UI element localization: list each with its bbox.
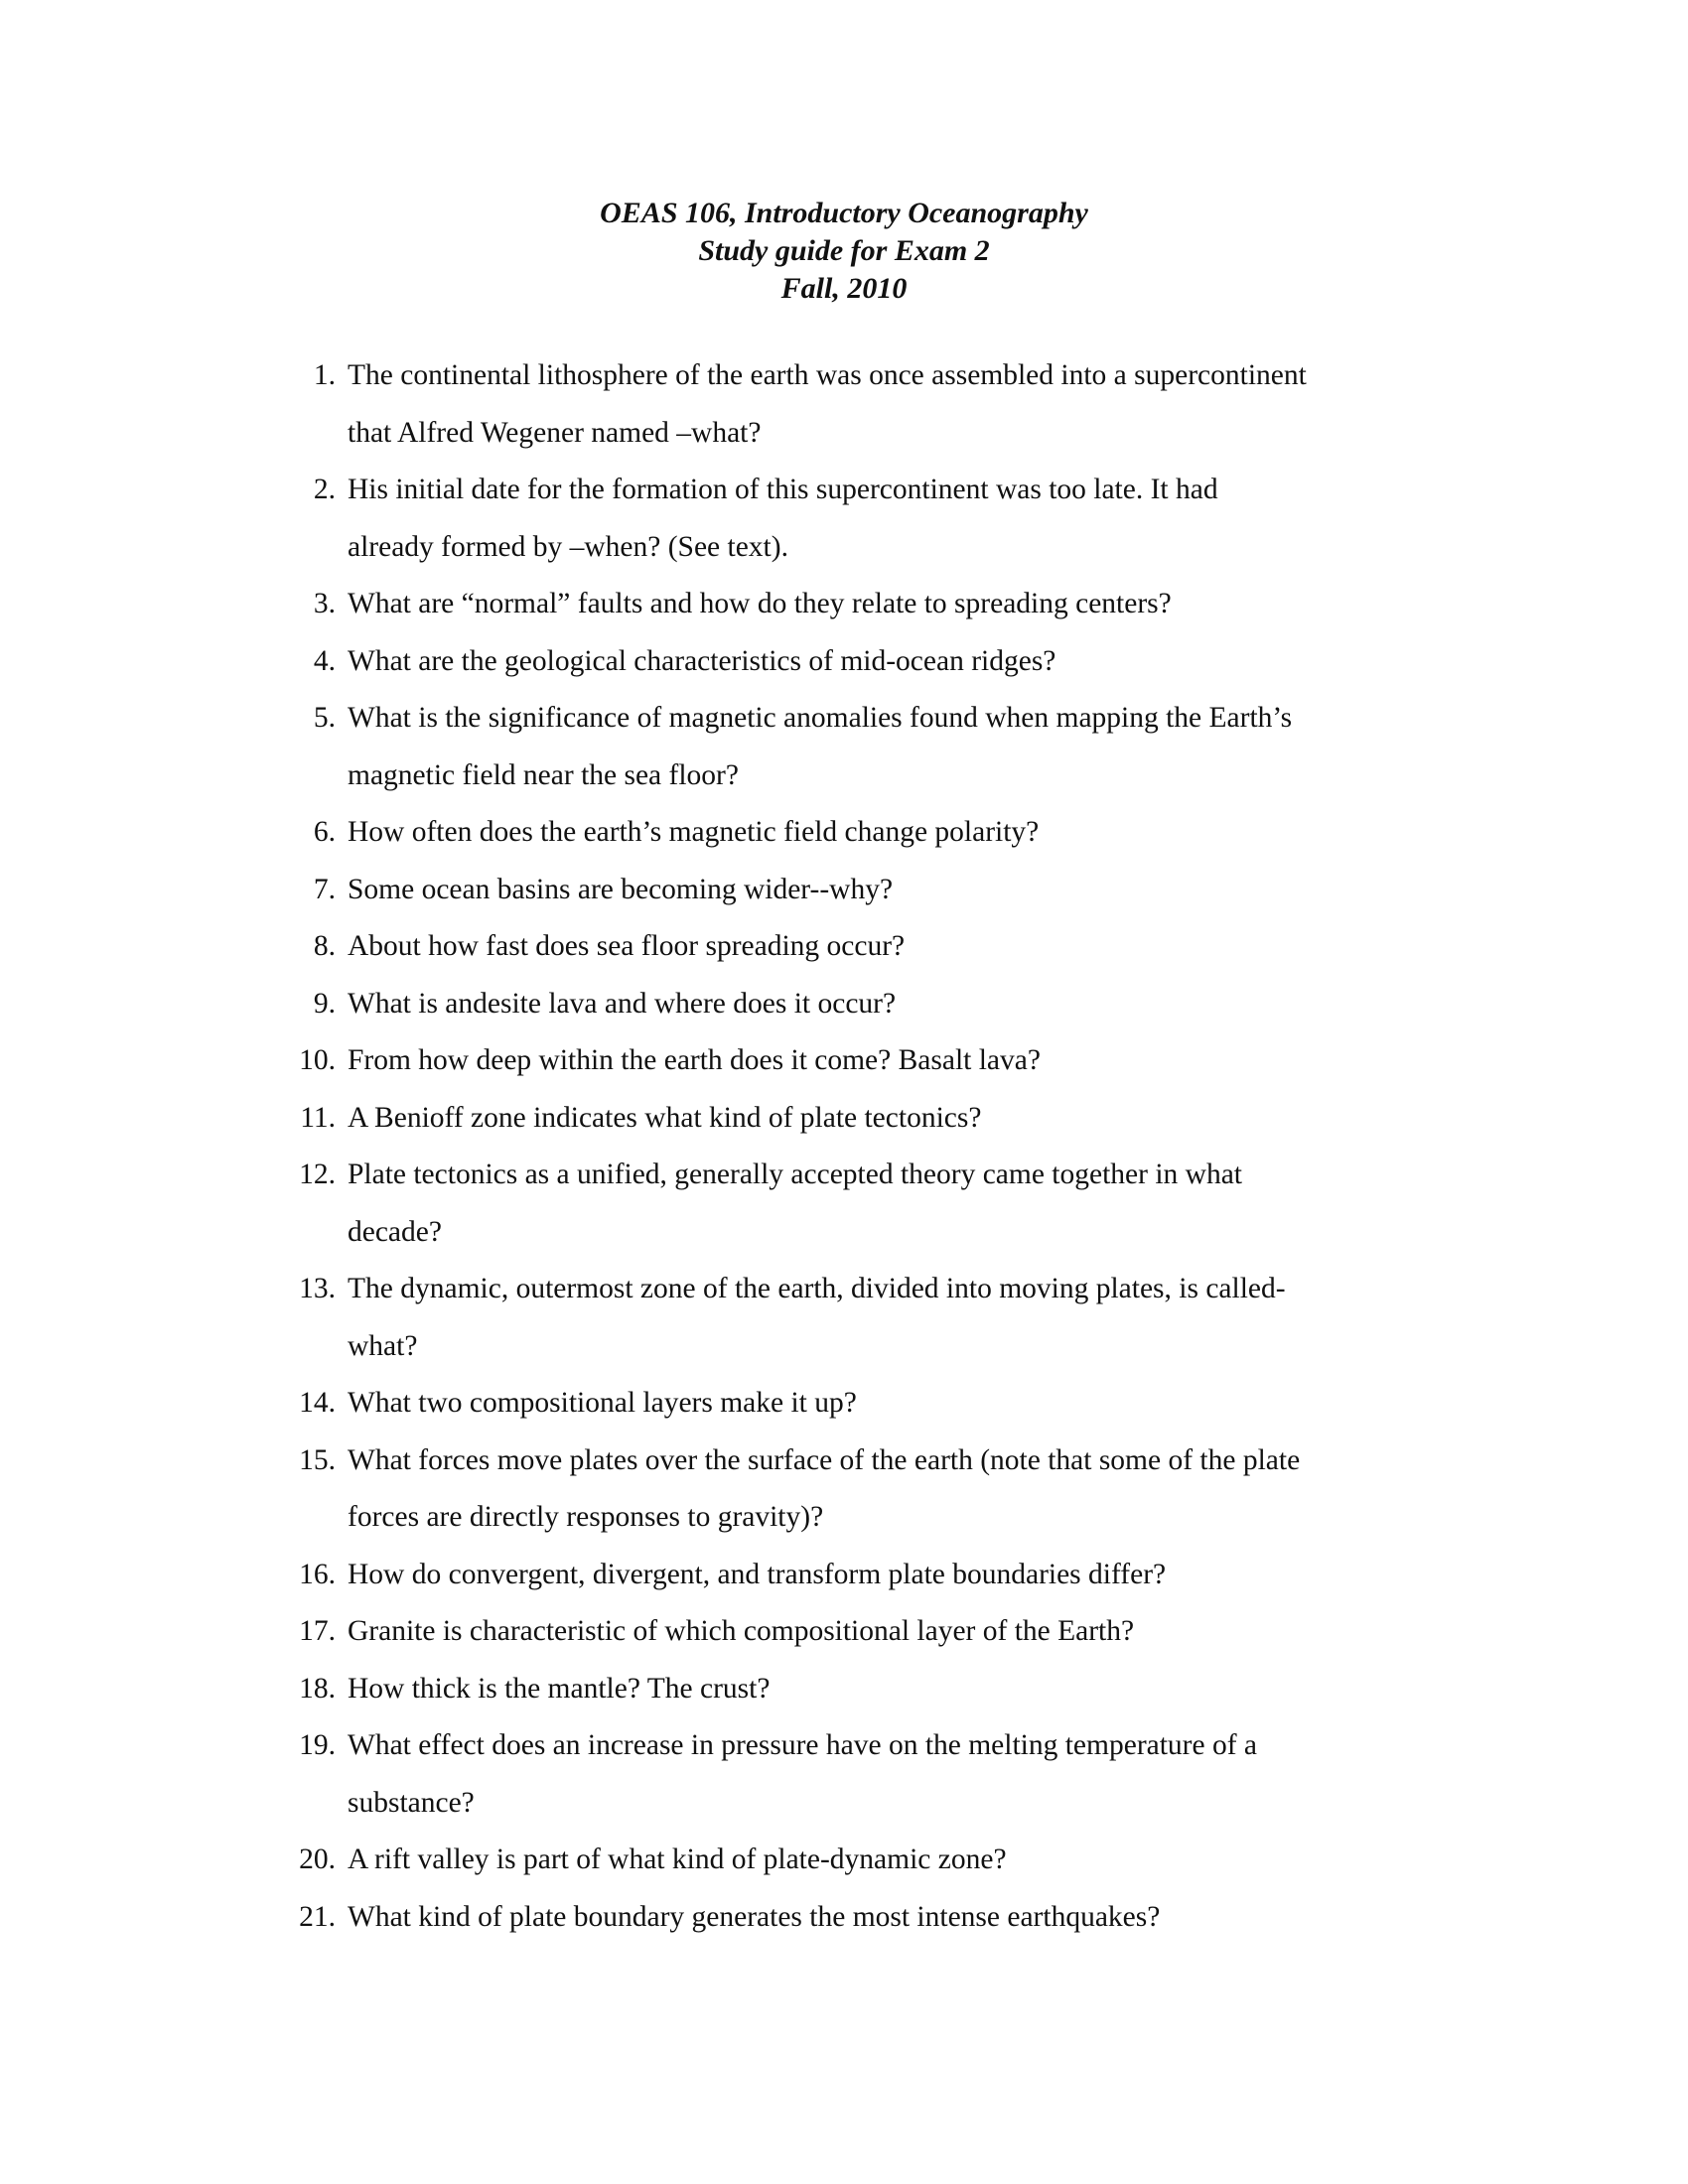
- question-text-line: Granite is characteristic of which compositional layer of the Earth?: [348, 1615, 1135, 1647]
- course-title: OEAS 106, Introductory Oceanography: [600, 197, 1088, 229]
- question-number: 6.: [313, 816, 336, 848]
- question-text-line: what?: [348, 1329, 418, 1362]
- question-text-line: What forces move plates over the surface of the earth (note that some of the plate: [348, 1443, 1301, 1476]
- question-text-line: magnetic field near the sea floor?: [348, 758, 739, 791]
- question-item: [288, 1032, 1460, 1090]
- question-item: [288, 1661, 1460, 1718]
- question-item: [288, 918, 1460, 976]
- question-item: [288, 1375, 1460, 1433]
- question-text-line: What is andesite lava and where does it occur?: [348, 987, 897, 1020]
- question-text-line: What kind of plate boundary generates the most intense earthquakes?: [348, 1900, 1161, 1933]
- question-number: 15.: [299, 1443, 336, 1476]
- question-number: 20.: [299, 1843, 336, 1875]
- question-number: 3.: [313, 588, 336, 619]
- question-text-line: How often does the earth’s magnetic field change polarity?: [348, 816, 1040, 848]
- question-text-line: already formed by –when? (See text).: [348, 530, 788, 563]
- question-number: 10.: [299, 1044, 336, 1076]
- question-item: [288, 1603, 1460, 1661]
- question-item: [288, 1261, 1460, 1375]
- question-text-line: substance?: [348, 1786, 475, 1819]
- question-item: [288, 862, 1460, 919]
- question-text-line: What two compositional layers make it up?: [348, 1387, 857, 1419]
- question-list: [288, 347, 1460, 1946]
- question-item: [288, 1547, 1460, 1604]
- document-subtitle: Study guide for Exam 2: [698, 234, 990, 267]
- question-item: [288, 1889, 1460, 1947]
- question-number: 12.: [299, 1159, 336, 1190]
- question-number: 18.: [299, 1672, 336, 1705]
- question-item: [288, 1433, 1460, 1547]
- question-item: [288, 1832, 1460, 1889]
- question-number: 11.: [300, 1101, 336, 1134]
- question-number: 19.: [299, 1729, 336, 1761]
- question-item: [288, 633, 1460, 691]
- question-text-line: How thick is the mantle? The crust?: [348, 1672, 771, 1705]
- question-item: [288, 1147, 1460, 1261]
- question-text-line: Plate tectonics as a unified, generally accepted theory came together in what: [348, 1159, 1243, 1190]
- question-number: 1.: [313, 359, 336, 391]
- question-text-line: What are the geological characteristics of mid-ocean ridges?: [348, 644, 1056, 677]
- question-item: [288, 576, 1460, 633]
- question-text-line: How do convergent, divergent, and transform plate boundaries differ?: [348, 1558, 1167, 1590]
- question-text-line: A rift valley is part of what kind of plate-dynamic zone?: [348, 1843, 1007, 1875]
- question-number: 21.: [299, 1900, 336, 1933]
- question-number: 4.: [313, 644, 336, 677]
- question-item: [288, 347, 1460, 462]
- question-text-line: What are “normal” faults and how do they relate to spreading centers?: [348, 588, 1172, 619]
- question-number: 7.: [313, 873, 336, 905]
- question-item: [288, 804, 1460, 862]
- question-text-line: The dynamic, outermost zone of the earth, divided into moving plates, is called-: [348, 1273, 1286, 1304]
- question-item: [288, 462, 1460, 576]
- question-item: [288, 976, 1460, 1033]
- question-number: 8.: [313, 930, 336, 962]
- question-text-line: From how deep within the earth does it come? Basalt lava?: [348, 1044, 1041, 1076]
- term-label: Fall, 2010: [780, 272, 908, 305]
- question-item: [288, 1090, 1460, 1148]
- document-header: [0, 195, 1688, 308]
- question-text-line: that Alfred Wegener named –what?: [348, 416, 762, 449]
- question-text-line: The continental lithosphere of the earth was once assembled into a supercontinent: [348, 359, 1307, 391]
- question-text-line: A Benioff zone indicates what kind of plate tectonics?: [348, 1101, 982, 1134]
- question-number: 13.: [299, 1273, 336, 1304]
- question-text-line: decade?: [348, 1215, 442, 1248]
- question-text-line: About how fast does sea floor spreading occur?: [348, 930, 906, 962]
- question-item: [288, 690, 1460, 804]
- question-text-line: His initial date for the formation of this supercontinent was too late. It had: [348, 474, 1218, 505]
- question-text-line: forces are directly responses to gravity)?: [348, 1501, 824, 1533]
- question-number: 9.: [313, 987, 336, 1020]
- question-number: 5.: [313, 702, 336, 734]
- question-text-line: Some ocean basins are becoming wider--why?: [348, 873, 894, 905]
- question-number: 2.: [313, 474, 336, 505]
- question-text-line: What is the significance of magnetic anomalies found when mapping the Earth’s: [348, 702, 1293, 734]
- question-number: 17.: [299, 1615, 336, 1647]
- question-number: 16.: [299, 1558, 336, 1590]
- question-number: 14.: [299, 1387, 336, 1419]
- question-text-line: What effect does an increase in pressure have on the melting temperature of a: [348, 1729, 1258, 1761]
- question-item: [288, 1717, 1460, 1832]
